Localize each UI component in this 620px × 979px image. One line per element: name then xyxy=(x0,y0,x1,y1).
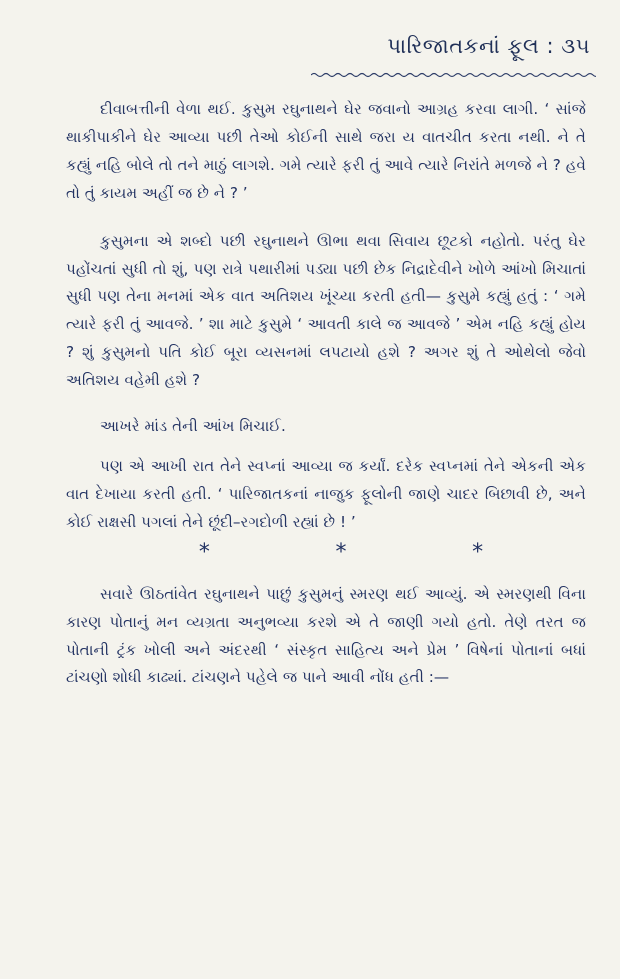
paragraph-4: પણ એ આખી રાત તેને સ્વપ્નાં આવ્યા જ કર્યાં. દરેક સ્વપ્નમાં તેને એકની એક વાત દેખાયા કરતી હતી. ‘ પારિજાતકનાં નાજુક ફૂલોની જાણે ચાદર બિછાવી છે, અને કોઈ રાક્ષસી પગલાં તેને છૂંદી–રગદોળી રહ્યાં છે ! ’ xyxy=(66,456,586,531)
section-break-star: * xyxy=(472,539,484,565)
paragraph-2: કુસુમના એ શબ્દો પછી રઘુનાથને ઊભા થવા સિવાય છૂટકો નહોતો. પરંતુ ઘેર પહોંચતાં સુધી તો શું, પણ રાત્રે પથારીમાં પડ્યા પછી છેક નિદ્રાદેવીને ખોળે આંખો મિચાતાં સુધી પણ તેના મનમાં એક વાત અતિશય ખૂંચ્યા કરતી હતી— કુસુમે કહ્યું હતું : ‘ ગમે ત્યારે ફરી તું આવજે. ’ શા માટે કુસુમે ‘ આવતી કાલે જ આવજે ’ એમ નહિ કહ્યું હોય ? શું કુસુમનો પતિ કોઈ બૂરા વ્યસનમાં લપટાયો હશે ? અગર શું તે ઓથેલો જેવો અતિશય વહેમી હશે ? xyxy=(66,231,586,390)
section-break xyxy=(66,539,586,565)
header-wavy-rule xyxy=(311,72,596,78)
running-head: પારિજાતકનાં ફૂલ : ૩૫ xyxy=(387,34,590,58)
section-break-star: * xyxy=(335,539,347,565)
section-break-star: * xyxy=(198,539,210,565)
paragraph-1: દીવાબત્તીની વેળા થઈ. કુસુમ રઘુનાથને ઘેર જવાનો આગ્રહ કરવા લાગી. ‘ સાંજે થાકીપાકીને ઘેર આવ્યા પછી તેઓ કોઈની સાથે જરા ય વાતચીત કરતા નથી. ને તે કહ્યું નહિ બોલે તો તને માઠું લાગશે. ગમે ત્યારે ફરી તું આવે ત્યારે નિરાંતે મળજે ને ? હવે તો તું કાયમ અહીં જ છે ને ? ’ xyxy=(66,100,586,202)
body-text xyxy=(66,96,586,714)
paragraph-3: આખરે માંડ તેની આંખ મિચાઈ. xyxy=(100,417,286,436)
paragraph-5: સવારે ઊઠતાંવેત રઘુનાથને પાછું કુસુમનું સ્મરણ થઈ આવ્યું. એ સ્મરણથી વિના કારણ પોતાનું મન વ્યગ્રતા અનુભવ્યા કરશે એ તે જાણી ગયો હતો. તેણે તરત જ પોતાની ટ્રંક ખોલી અને અંદરથી ‘ સંસ્કૃત સાહિત્ય અને પ્રેમ ’ વિષેનાં પોતાનાં બધાં ટાંચણો શોધી કાઢ્યાં. ટાંચણને પહેલે જ પાને આવી નોંધ હતી :— xyxy=(66,584,586,687)
